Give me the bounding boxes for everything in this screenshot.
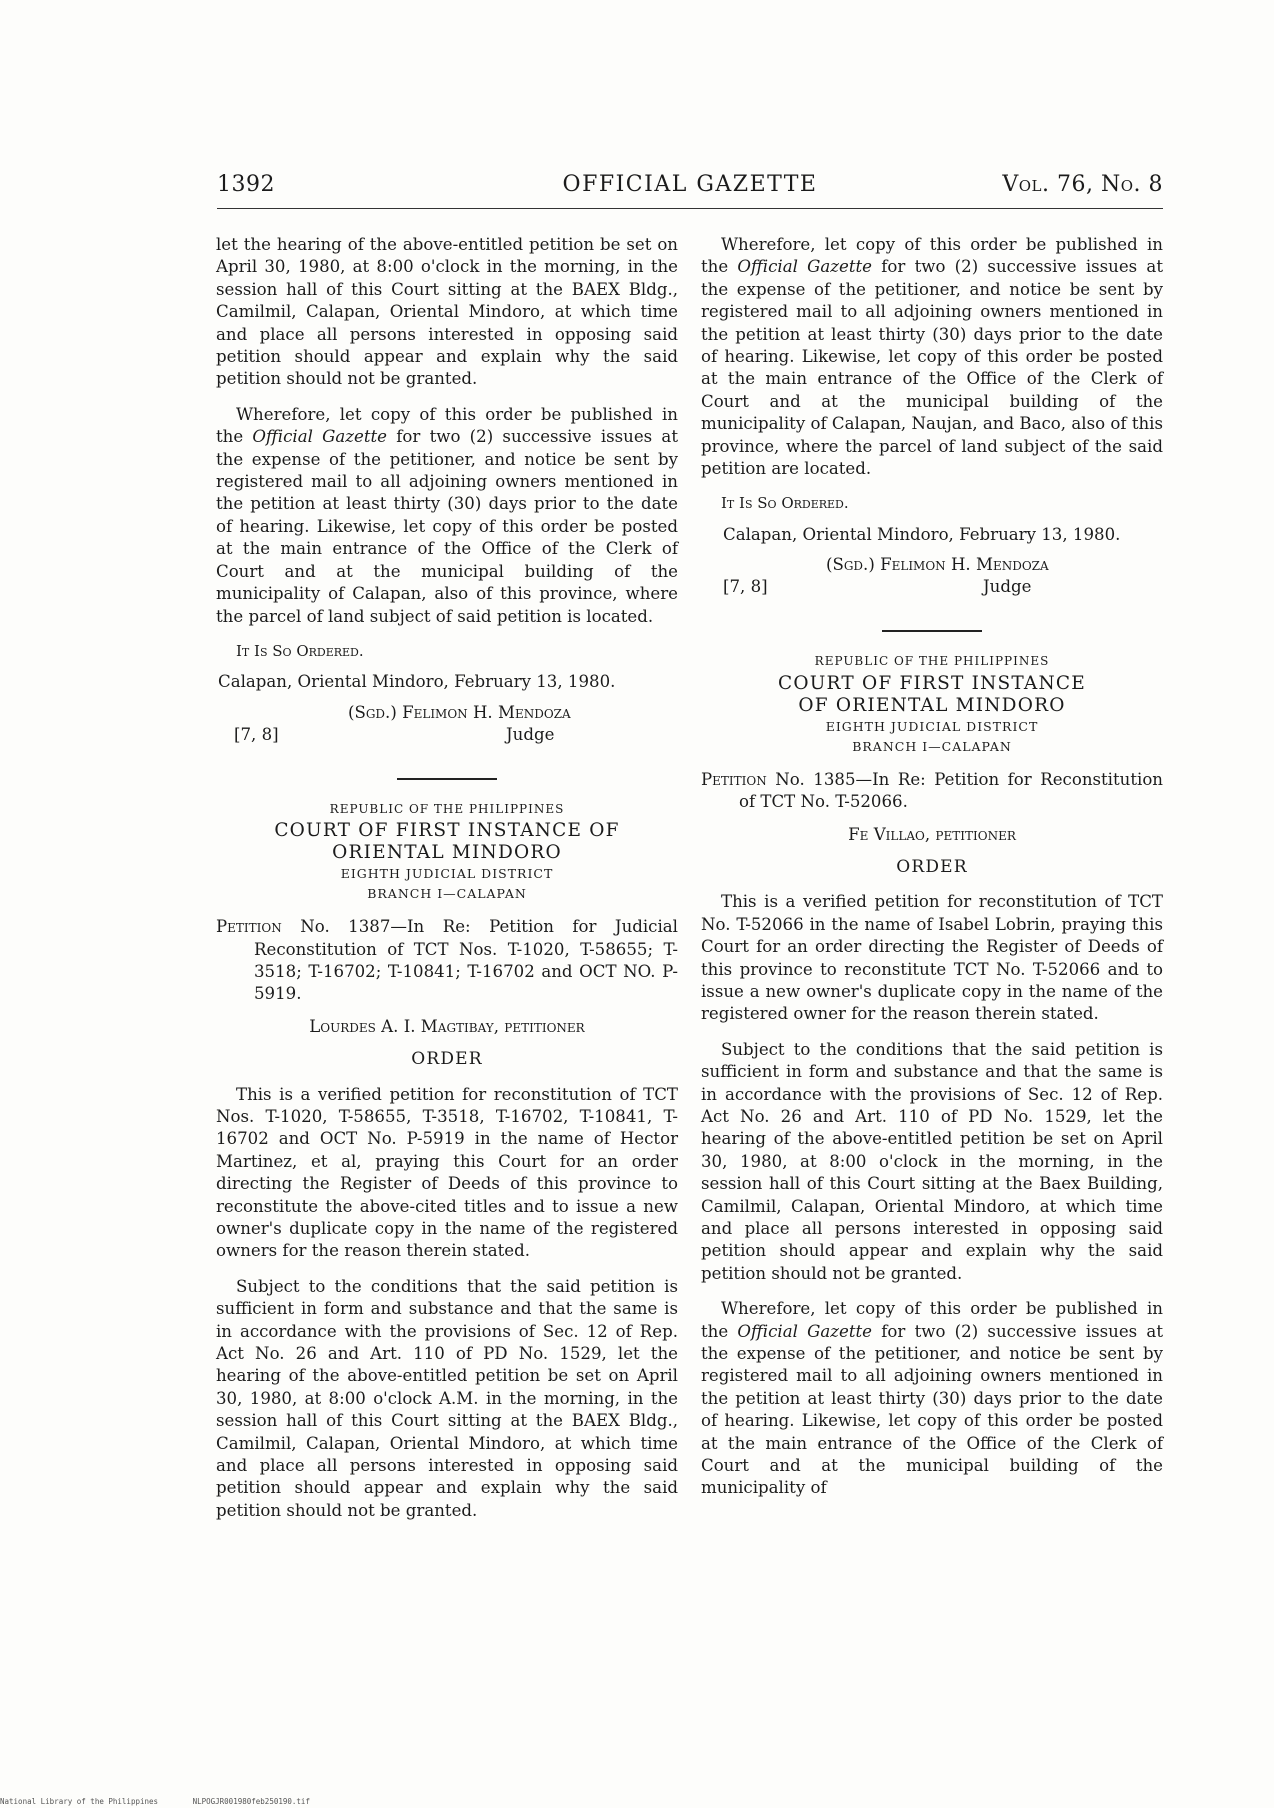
section-divider (882, 630, 982, 632)
paragraph: Subject to the conditions that the said petition is sufficient in form and substance and that the same is in accordance with the provisions of Sec. 12 of Rep. Act No. 26 and Art. 110 of PD No. 1529, let the hearing of the above-entitled petition be set on April 30, 1980, at 8:00 o'clock A.M. in the morning, in the session hall of this Court sitting at the BAEX Bldg., Camilmil, Calapan, Oriental Mindoro, at which time and place all persons interested in opposing said petition should appear and explain why the said petition should not be granted. (216, 1276, 678, 1520)
gazette-name: Official Gazette (252, 427, 388, 447)
district-heading: EIGHTH JUDICIAL DISTRICT (825, 718, 1039, 734)
issue-reference: [7, 8] (723, 577, 768, 597)
district-heading: EIGHTH JUDICIAL DISTRICT (340, 866, 554, 882)
issue-reference: [7, 8] (234, 724, 279, 744)
right-column (701, 234, 1163, 1500)
volume-number: Vol. 76, No. 8 (1002, 172, 1163, 197)
paragraph: let the hearing of the above-entitled petition be set on April 30, 1980, at 8:00 o'clock in the morning, in the session hall of this Court sitting at the BAEX Bldg., Camilmil, Calapan, Oriental Mindoro, at which time and place all persons interested in opposing said petition should appear and explain why the said petition should not be granted. (216, 235, 678, 389)
paragraph: Wherefore, let copy of this order be published in the Official Gazette for two (2) successive issues at the expense of the petitioner, and notice be sent by registered mail to all adjoining owners mentioned in the petition at least thirty (30) days prior to the date of hearing. Likewise, let copy of this order be posted at the main entrance of the Office of the Clerk of Court and at the municipal building of the municipality of Calapan, also of this province, where the parcel of land subject of said petition is located. (216, 404, 678, 626)
order-heading: ORDER (896, 856, 968, 877)
paragraph: This is a verified petition for reconstitution of TCT No. T-52066 in the name of Isabel Lobrin, praying this Court for an order directing the Register of Deeds of this province to reconstitute TCT No. T-52066 and to issue a new owner's duplicate copy in the name of the registered owner for the reason therein stated. (701, 892, 1163, 1024)
signatory: (Sgd.) Felimon H. Mendoza (826, 555, 1049, 575)
petitioner-name: Lourdes A. I. Magtibay, petitioner (309, 1016, 585, 1036)
page-number: 1392 (217, 172, 275, 197)
paragraph: Wherefore, let copy of this order be published in the Official Gazette for two (2) successive issues at the expense of the petitioner, and notice be sent by registered mail to all adjoining owners mentioned in the petition at least thirty (30) days prior to the date of hearing. Likewise, let copy of this order be posted at the main entrance of the Office of the Clerk of Court and at the municipal building of the municipality of Calapan, Naujan, and Baco, also of this province, where the parcel of land subject of the said petition are located. (701, 235, 1163, 479)
judge-title: Judge (506, 724, 555, 744)
scan-footer (0, 1797, 340, 1806)
court-heading: COURT OF FIRST INSTANCE (778, 672, 1086, 694)
petitioner-name: Fe Villao, petitioner (848, 824, 1016, 844)
petition-caption: Petition No. 1387—In Re: Petition for Judicial Reconstitution of TCT Nos. T-1020, T-58655; T-3518; T-16702; T-10841; T-16702 and OCT NO. P-5919. (216, 917, 678, 1004)
library-credit: National Library of the Philippines (0, 1797, 159, 1806)
so-ordered: It Is So Ordered. (721, 494, 849, 513)
dateline: Calapan, Oriental Mindoro, February 13, 1980. (218, 672, 616, 692)
paragraph: This is a verified petition for reconstitution of TCT Nos. T-1020, T-58655, T-3518, T-16702, T-10841, T-16702 and OCT No. P-5919 in the name of Hector Martinez, et al, praying this Court for an order directing the Register of Deeds of this province to reconstitute the above-cited titles and to issue a new owner's duplicate copy in the name of the registered owners for the reason therein stated. (216, 1084, 678, 1261)
court-heading: COURT OF FIRST INSTANCE OF ORIENTAL MINDORO (274, 820, 620, 864)
left-column (216, 234, 678, 1522)
page-header (217, 168, 1163, 209)
republic-heading: REPUBLIC OF THE PHILIPPINES (814, 654, 1050, 669)
gazette-name: Official Gazette (737, 257, 873, 277)
signature-block (701, 554, 1163, 608)
section-divider (397, 778, 497, 780)
file-name: NLPOGJR001980feb250190.tif (192, 1797, 310, 1806)
branch-heading: BRANCH I—CALAPAN (367, 886, 527, 902)
petition-caption: Petition No. 1385—In Re: Petition for Reconstitution of TCT No. T-52066. (701, 769, 1163, 812)
publication-title: OFFICIAL GAZETTE (562, 172, 818, 197)
signatory: (Sgd.) Felimon H. Mendoza (348, 702, 571, 722)
republic-heading: REPUBLIC OF THE PHILIPPINES (329, 801, 565, 816)
order-heading: ORDER (411, 1049, 483, 1070)
paragraph: Subject to the conditions that the said petition is sufficient in form and substance and that the same is in accordance with the provisions of Sec. 12 of Rep. Act No. 26 and Art. 110 of PD No. 1529, let the hearing of the above-entitled petition be set on April 30, 1980, at 8:00 o'clock in the morning, in the session hall of this Court sitting at the Baex Building, Camilmil, Calapan, Oriental Mindoro, at which time and place all persons interested in opposing said petition should appear and explain why the said petition should not be granted. (701, 1039, 1163, 1283)
branch-heading: BRANCH I—CALAPAN (852, 738, 1012, 754)
gazette-name: Official Gazette (737, 1321, 873, 1341)
paragraph: Wherefore, let copy of this order be published in the Official Gazette for two (2) successive issues at the expense of the petitioner, and notice be sent by registered mail to all adjoining owners mentioned in the petition at least thirty (30) days prior to the date of hearing. Likewise, let copy of this order be posted at the main entrance of the Office of the Clerk of Court and at the municipal building of the municipality of (701, 1299, 1163, 1498)
signature-block (216, 702, 678, 756)
court-heading: OF ORIENTAL MINDORO (798, 694, 1066, 716)
so-ordered: It Is So Ordered. (236, 641, 364, 660)
judge-title: Judge (983, 577, 1032, 597)
dateline: Calapan, Oriental Mindoro, February 13, 1980. (723, 524, 1121, 544)
